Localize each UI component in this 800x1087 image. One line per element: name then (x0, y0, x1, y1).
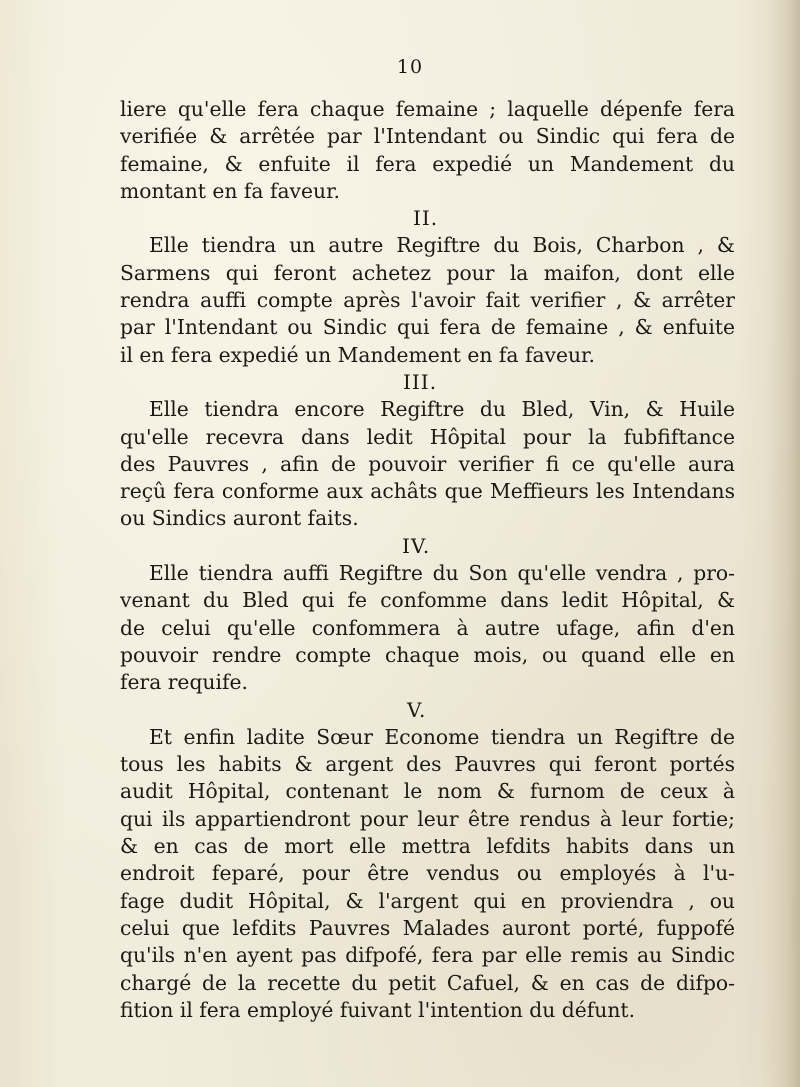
text-line: femaine, & enfuite il fera expedié un Mandement du (120, 151, 735, 176)
text-line: ou Sindics auront faits. (120, 506, 359, 531)
text-line: chargé de la recette du petit Cafuel, & en cas de difpo- (120, 970, 735, 995)
text-line: venant du Bled qui fe confomme dans ledit Hôpital, & (120, 588, 735, 613)
text-line: Elle tiendra un autre Regiftre du Bois, Charbon , & (149, 233, 735, 258)
text-line: Et enfin ladite Sœur Econome tiendra un Regiftre de (149, 724, 735, 749)
text-line: il en fera expedié un Mandement en fa faveur. (120, 342, 595, 367)
text-line: fera requife. (120, 670, 248, 695)
article-heading: IV. (402, 533, 431, 558)
text-line: Elle tiendra encore Regiftre du Bled, Vin, & Huile (149, 397, 735, 422)
text-line: des Pauvres , afin de pouvoir verifier fi ce qu'elle aura (120, 451, 735, 476)
text-line: par l'Intendant ou Sindic qui fera de femaine , & enfuite (120, 315, 735, 340)
text-line: audit Hôpital, contenant le nom & furnom de ceux à (120, 779, 735, 804)
text-line: endroit feparé, pour être vendus ou employés à l'u- (120, 861, 735, 886)
text-line: verifiée & arrêtée par l'Intendant ou Sindic qui fera de (120, 124, 735, 149)
text-line: liere qu'elle fera chaque femaine ; laquelle dépenfe fera (120, 97, 735, 121)
article-heading: II. (413, 206, 439, 231)
article-heading: III. (403, 369, 438, 394)
page-number: 10 (396, 56, 424, 78)
text-line: fage dudit Hôpital, & l'argent qui en proviendra , ou (120, 888, 735, 913)
page-edge-shadow (766, 0, 800, 1087)
text-line: fition il fera employé fuivant l'intention du défunt. (120, 997, 636, 1022)
text-line: qu'elle recevra dans ledit Hôpital pour la fubfiftance (120, 424, 735, 449)
text-line: qu'ils n'en ayent pas difpofé, fera par elle remis au Sindic (120, 943, 735, 968)
text-line: & en cas de mort elle mettra lefdits habits dans un (120, 834, 735, 859)
text-line: reçû fera conforme aux achâts que Meffieurs les Intendans (120, 479, 735, 504)
article-heading: V. (407, 697, 427, 722)
text-line: celui que lefdits Pauvres Malades auront porté, fuppofé (120, 915, 735, 940)
text-line: de celui qu'elle confommera à autre ufage, afin d'en (120, 615, 735, 640)
text-body (120, 96, 735, 1024)
text-line: Elle tiendra auffi Regiftre du Son qu'elle vendra , pro- (149, 561, 735, 586)
text-line: qui ils appartiendront pour leur être rendus à leur fortie; (120, 806, 735, 831)
text-line: Sarmens qui feront achetez pour la maifon, dont elle (120, 260, 735, 285)
text-line: tous les habits & argent des Pauvres qui feront portés (120, 752, 735, 777)
text-line: rendra auffi compte après l'avoir fait verifier , & arrêter (120, 288, 735, 313)
text-line: pouvoir rendre compte chaque mois, ou quand elle en (120, 642, 735, 667)
text-line: montant en fa faveur. (120, 178, 340, 203)
